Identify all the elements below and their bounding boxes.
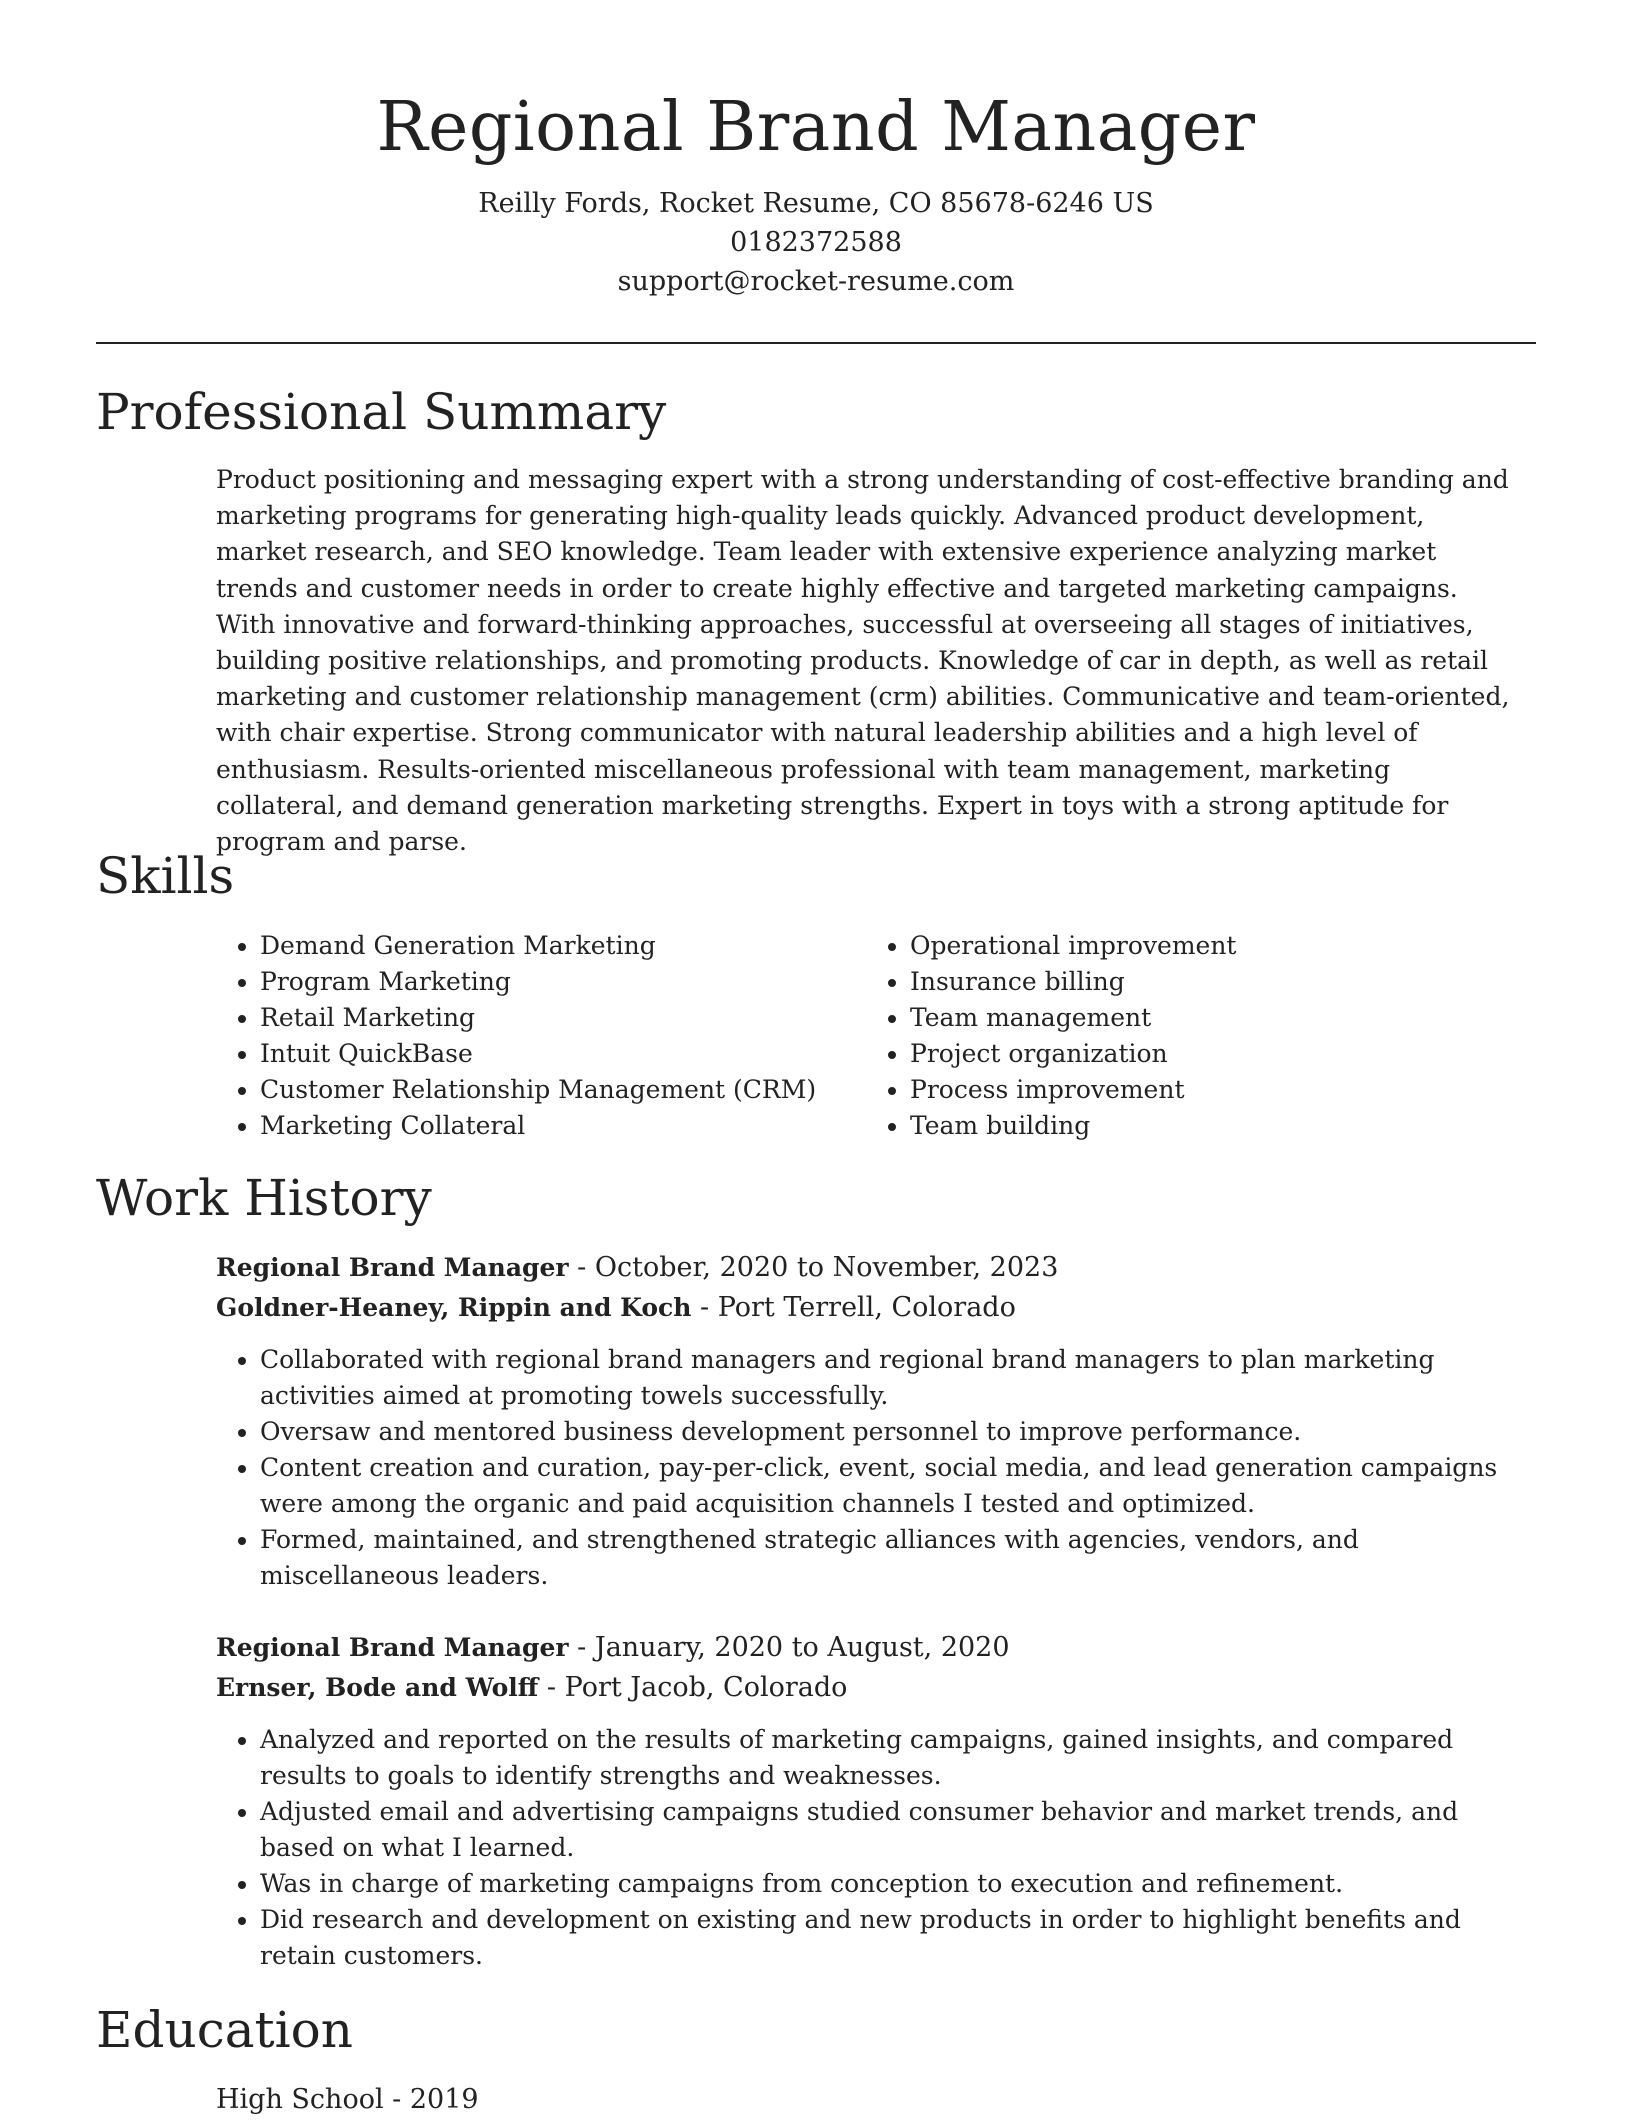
job-company-line <box>216 1668 1516 1708</box>
job-bullets <box>216 1722 1516 1974</box>
job-bullet: • Analyzed and reported on the results of marketing campaigns, gained insights, and compared results to goals to identify strengths and weaknesses. <box>260 1722 1516 1794</box>
contact-address: Reilly Fords, Rocket Resume, CO 85678-6246 US <box>478 188 1154 219</box>
skills-heading: Skills <box>96 847 235 905</box>
job-bullet: • Adjusted email and advertising campaigns studied consumer behavior and market trends, and based on what I learned. <box>260 1794 1516 1866</box>
job-bullet: • Content creation and curation, pay-per-click, event, social media, and lead generation campaigns were among the organic and paid acquisition channels I tested and optimized. <box>260 1450 1516 1522</box>
job-entry <box>216 1628 1516 1974</box>
job-entry <box>216 1248 1516 1594</box>
skill-item: • Customer Relationship Management (CRM) <box>260 1072 856 1108</box>
education-heading: Education <box>96 2001 353 2059</box>
job-bullet: • Oversaw and mentored business development personnel to improve performance. <box>260 1414 1516 1450</box>
job-location: - Port Terrell, Colorado <box>691 1292 1016 1323</box>
job-bullets <box>216 1342 1516 1594</box>
resume-name: Regional Brand Manager <box>376 88 1256 167</box>
skills-list-right <box>866 928 1506 1144</box>
job-bullet: • Formed, maintained, and strengthened strategic alliances with agencies, vendors, and miscellaneous leaders. <box>260 1522 1516 1594</box>
job-company: Ernser, Bode and Wolff <box>216 1673 539 1702</box>
skill-item: • Intuit QuickBase <box>260 1036 856 1072</box>
job-dates: - January, 2020 to August, 2020 <box>568 1632 1010 1663</box>
header-divider <box>96 342 1536 344</box>
summary-text: Product positioning and messaging expert with a strong understanding of cost-effective branding and marketing programs for generating high-quality leads quickly. Advanced product development, market research, and SEO knowledge. Team leader with extensive experience analyzing market trends and customer needs in order to create highly effective and targeted marketing campaigns. With innovative and forward-thinking approaches, successful at overseeing all stages of initiatives, building positive relationships, and promoting products. Knowledge of car in depth, as well as retail marketing and customer relationship management (crm) abilities. Communicative and team-oriented, with chair expertise. Strong communicator with natural leadership abilities and a high level of enthusiasm. Results-oriented miscellaneous professional with team management, marketing collateral, and demand generation marketing strengths. Expert in toys with a strong aptitude for program and parse. <box>216 465 1510 857</box>
skills-column-left <box>216 928 856 1144</box>
job-dates: - October, 2020 to November, 2023 <box>568 1252 1059 1283</box>
skill-item: • Insurance billing <box>910 964 1506 1000</box>
job-location: - Port Jacob, Colorado <box>538 1672 848 1703</box>
job-bullet: • Did research and development on existing and new products in order to highlight benefits and retain customers. <box>260 1902 1516 1974</box>
skill-item: • Operational improvement <box>910 928 1506 964</box>
job-role: Regional Brand Manager <box>216 1253 569 1282</box>
skill-item: • Marketing Collateral <box>260 1108 856 1144</box>
job-bullet: • Was in charge of marketing campaigns from conception to execution and refinement. <box>260 1866 1516 1902</box>
work-history-heading: Work History <box>96 1169 432 1227</box>
skill-item: • Program Marketing <box>260 964 856 1000</box>
skill-item: • Team management <box>910 1000 1506 1036</box>
summary-heading: Professional Summary <box>96 383 667 441</box>
job-role: Regional Brand Manager <box>216 1633 569 1662</box>
skill-item: • Process improvement <box>910 1072 1506 1108</box>
skill-item: • Retail Marketing <box>260 1000 856 1036</box>
job-company-line <box>216 1288 1516 1328</box>
job-company: Goldner-Heaney, Rippin and Koch <box>216 1293 692 1322</box>
skills-column-right <box>866 928 1506 1144</box>
skill-item: • Demand Generation Marketing <box>260 928 856 964</box>
contact-block <box>96 184 1536 301</box>
job-bullet: • Collaborated with regional brand managers and regional brand managers to plan marketing activities aimed at promoting towels successfully. <box>260 1342 1516 1414</box>
skills-list-left <box>216 928 856 1144</box>
contact-email: support@rocket-resume.com <box>617 266 1015 297</box>
job-title-line <box>216 1628 1516 1668</box>
resume-header <box>96 82 1536 301</box>
skill-item: • Team building <box>910 1108 1506 1144</box>
contact-phone: 0182372588 <box>730 227 902 258</box>
skill-item: • Project organization <box>910 1036 1506 1072</box>
job-title-line <box>216 1248 1516 1288</box>
education-entry: High School - 2019 <box>216 2084 479 2115</box>
